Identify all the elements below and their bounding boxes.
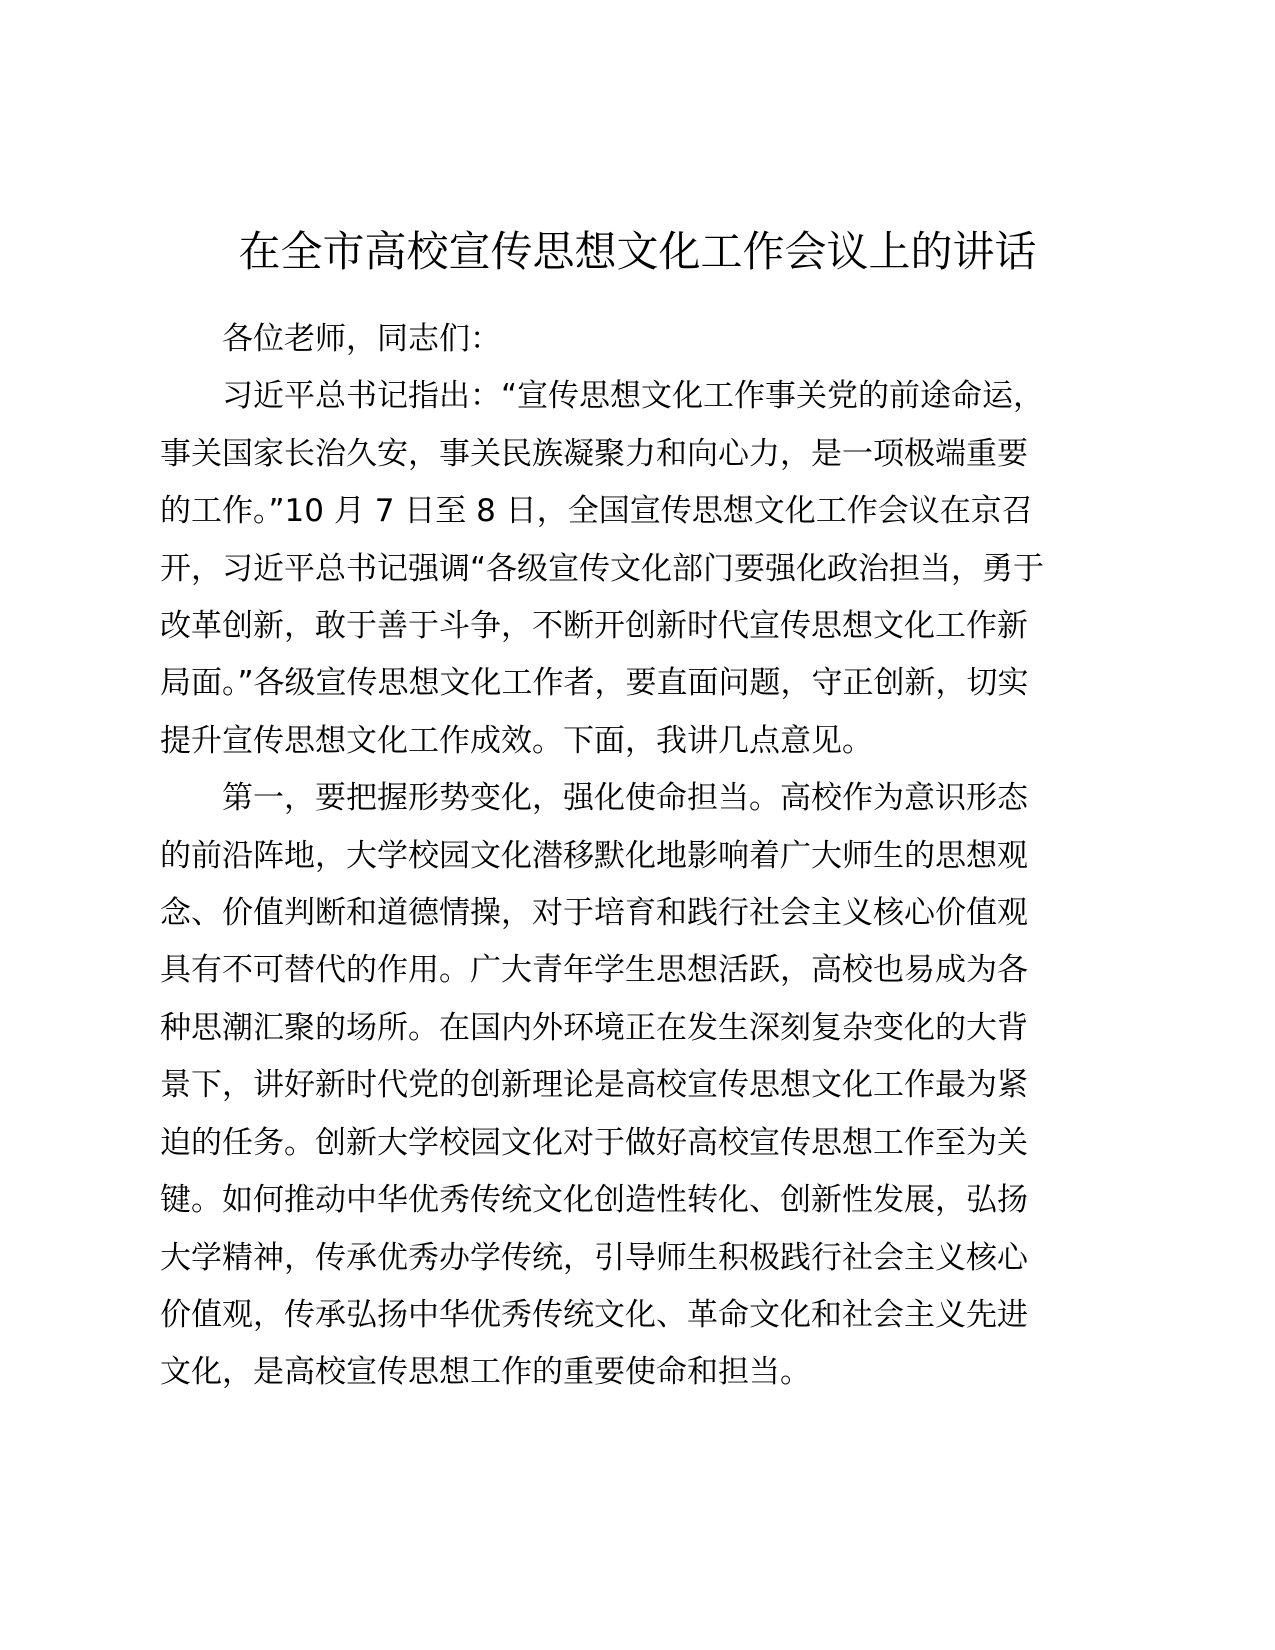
- text-line: 文化，是高校宣传思想工作的重要使命和担当。: [160, 1354, 811, 1391]
- text-line: 键。如何推动中华优秀传统文化创造性转化、创新性发展，弘扬: [160, 1182, 1028, 1219]
- text-line: 具有不可替代的作用。广大青年学生思想活跃，高校也易成为各: [160, 952, 1028, 989]
- text-line: 改革创新，敢于善于斗争，不断开创新时代宣传思想文化工作新: [160, 608, 1028, 645]
- text-line: 第一，要把握形势变化，强化使命担当。高校作为意识形态: [222, 780, 1028, 817]
- document-title: 在全市高校宣传思想文化工作会议上的讲话: [238, 227, 1037, 276]
- text-line: 念、价值判断和道德情操，对于培育和践行社会主义核心价值观: [160, 895, 1028, 932]
- text-line: 种思潮汇聚的场所。在国内外环境正在发生深刻复杂变化的大背: [160, 1009, 1028, 1046]
- text-line: 习近平总书记指出：“宣传思想文化工作事关党的前途命运，: [222, 378, 1045, 415]
- text-line: 各位老师，同志们：: [222, 321, 501, 357]
- text-line: 提升宣传思想文化工作成效。下面，我讲几点意见。: [160, 722, 873, 759]
- text-line: 价值观，传承弘扬中华优秀传统文化、革命文化和社会主义先进: [160, 1296, 1028, 1333]
- text-line: 景下，讲好新时代党的创新理论是高校宣传思想文化工作最为紧: [160, 1067, 1028, 1104]
- salutation-paragraph: [160, 311, 1120, 368]
- text-line: 事关国家长治久安，事关民族凝聚力和向心力，是一项极端重要: [160, 435, 1028, 472]
- text-line: 开，习近平总书记强调“各级宣传文化部门要强化政治担当，勇于: [160, 550, 1045, 587]
- text-line: 迫的任务。创新大学校园文化对于做好高校宣传思想工作至为关: [160, 1124, 1028, 1161]
- document-body: [160, 311, 1120, 1402]
- quote-paragraph: [160, 368, 1120, 770]
- text-line: 的前沿阵地，大学校园文化潜移默化地影响着广大师生的思想观: [160, 837, 1028, 874]
- first-point-paragraph: [160, 770, 1120, 1401]
- text-line: 大学精神，传承优秀办学传统，引导师生积极践行社会主义核心: [160, 1239, 1028, 1276]
- text-line: 局面。”各级宣传思想文化工作者，要直面问题，守正创新，切实: [160, 665, 1029, 702]
- text-line: 的工作。”10 月 7 日至 8 日，全国宣传思想文化工作会议在京召: [160, 493, 1033, 530]
